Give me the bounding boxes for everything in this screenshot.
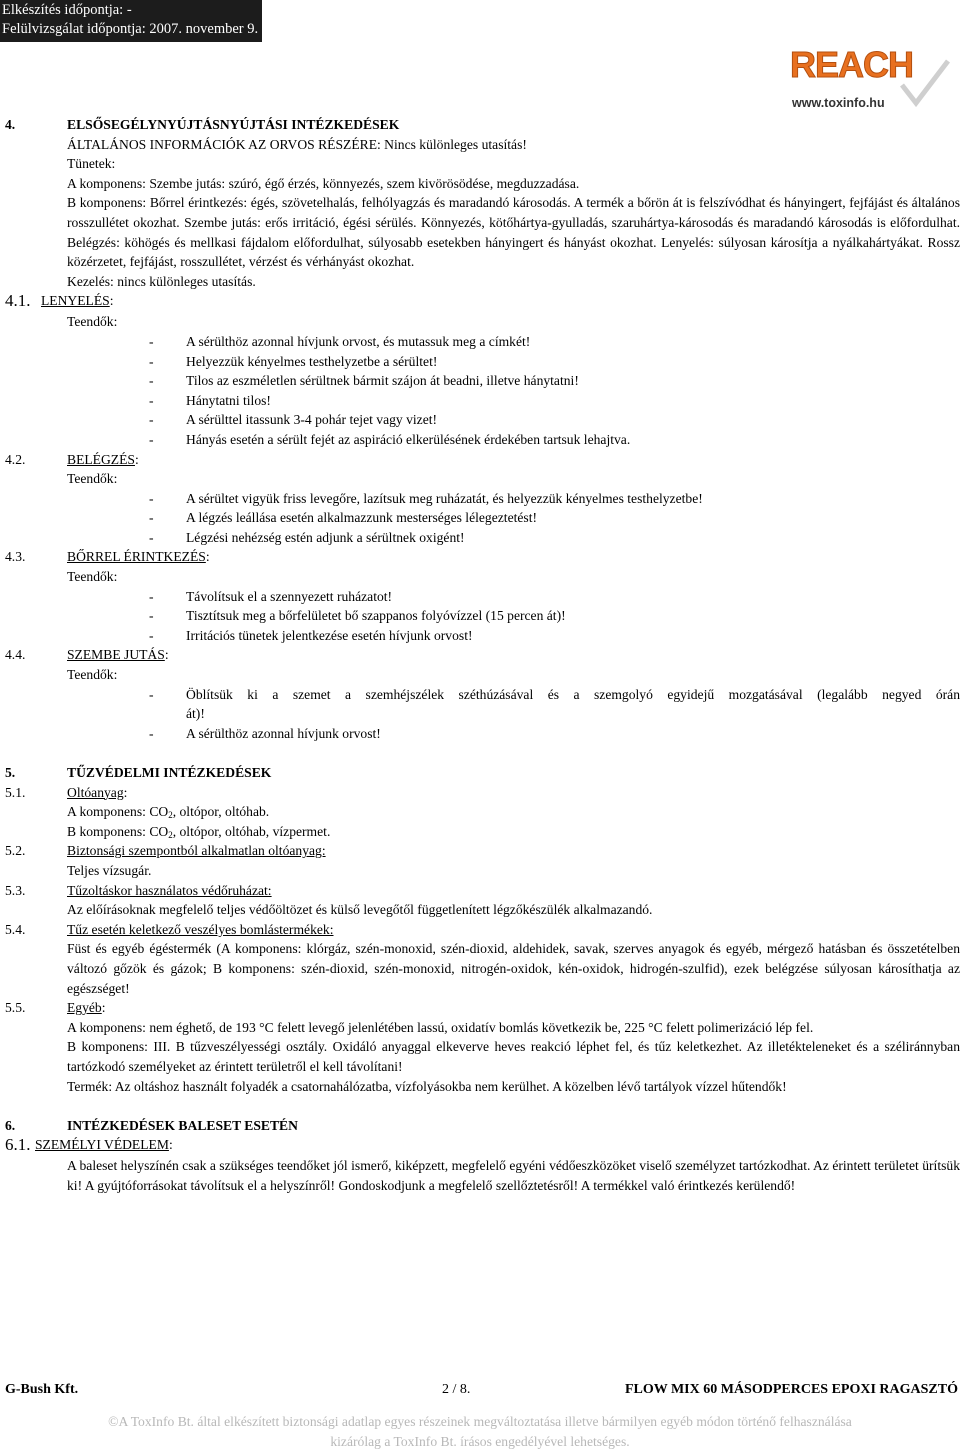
company-name: G-Bush Kft. <box>5 1382 79 1397</box>
bullet-dash: - <box>149 608 154 624</box>
section-4-heading: 4. ELSŐSEGÉLYNYÚJTÁSNYÚJTÁSI INTÉZKEDÉSEK <box>5 117 400 132</box>
list-item <box>0 626 960 646</box>
list-item <box>0 410 960 430</box>
logo-url: www.toxinfo.hu <box>792 96 885 110</box>
component-b-symptoms: B komponens: Bőrrel érintkezés: égés, szövetelhalás, felhólyagzás és maradandó károsodás. A termék a bőrön át is felszívódhat és hányingert, fejfájást és általános rosszullétet okozhat. Szembe jutás: erős irritáció, égési sérülés. Könnyezés, kötőhártya-gyulladás, szaruhártya-károsodás és maradandó károsodás is előfordulhat. Belégzés: köhögés és mellkasi fájdalom előfordulhat, súlyosabb esetekben hányingert és hányást okozhat. Lenyelés: súlyosan károsítja a nyálkahártyákat. Rossz közérzetet, fejfájást, rosszullétet, vérzést és vérhányást okozhat. <box>67 195 960 270</box>
list-item <box>0 391 960 411</box>
bullet-dash: - <box>149 431 154 447</box>
list-item-text: A sérültet vigyük friss levegőre, lazítsuk meg ruházatát, és helyezzük kényelmes testhelyzetbe! <box>186 490 703 506</box>
todo-label: Teendők: <box>67 314 118 330</box>
other-info-b: B komponens: III. B tűzveszélyességi osztály. Oxidáló anyaggal elkeverve heves reakció léphet fel, és tűz keletkezhet. Az illetékteleneket és a széliránnyban tartózkodó személyeket az érintett területről el kell távolítani! <box>67 1039 960 1074</box>
section-4-4-heading: 4.4. SZEMBE JUTÁS: <box>5 647 169 663</box>
protective-equipment: Az előírásoknak megfelelő teljes védőöltözet és külső levegőtől függetlenített légzőkészülék alkalmazandó. <box>67 902 653 918</box>
section-5-1-heading: 5.1. Oltóanyag: <box>5 784 128 800</box>
list-item-text: Tilos az eszméletlen sérültnek bármit szájon át beadni, illetve hánytatni! <box>186 373 579 389</box>
symptoms-label: Tünetek: <box>67 156 116 172</box>
other-info-product: Termék: Az oltáshoz használt folyadék a csatornahálózatba, vízfolyásokba nem kerülhet. A közelben lévő tartályok vízzel hűtendők! <box>67 1078 787 1094</box>
section-6-1-heading: 6.1. SZEMÉLYI VÉDELEM: <box>5 1135 173 1155</box>
bullet-dash: - <box>149 490 154 506</box>
list-item-text: Irritációs tünetek jelentkezése esetén hívjunk orvost! <box>186 627 473 643</box>
list-item-text: A légzés leállása esetén alkalmazzunk mesterséges lélegeztetést! <box>186 510 538 526</box>
section-4-1-heading: 4.1. LENYELÉS: <box>5 291 114 311</box>
creation-date: Elkészítés időpontja: - <box>2 2 132 18</box>
bullet-dash: - <box>149 392 154 408</box>
list-item-text: A sérülttel itassunk 3-4 pohár tejet vagy vizet! <box>186 412 438 428</box>
section-4-3-heading: 4.3. BŐRREL ÉRINTKEZÉS: <box>5 549 210 565</box>
list-item <box>0 528 960 548</box>
list-item-text: Helyezzük kényelmes testhelyzetbe a sérültet! <box>186 353 438 369</box>
list-item-text: Távolítsuk el a szennyezett ruházatot! <box>186 588 393 604</box>
section-5-3-heading: 5.3. Tűzoltáskor használatos védőruházat: <box>5 882 272 898</box>
inhalation-list <box>0 489 960 548</box>
section-5-5-heading: 5.5. Egyéb: <box>5 1000 106 1016</box>
list-item-text: Hánytatni tilos! <box>186 392 271 408</box>
document-header <box>0 0 262 42</box>
extinguisher-a: A komponens: $CO_2$, oltópor, oltóhab. <box>67 804 270 821</box>
list-item: - A sérülthöz azonnal hívjunk orvost! <box>149 725 381 741</box>
bullet-dash: - <box>149 588 154 604</box>
bullet-dash: - <box>149 529 154 545</box>
general-info: ÁLTALÁNOS INFORMÁCIÓK AZ ORVOS RÉSZÉRE: Nincs különleges utasítás! <box>67 136 527 152</box>
decomposition-products: Füst és egyéb égéstermék (A komponens: klórgáz, szén-monoxid, szén-dioxid, aldehidek, savak, szerves anyagok és egyéb, mérgező hatásban és összetételben változó gőzök és gázok; B komponens: szén-dioxid, szén-monoxid, nitrogén-oxidok, kén-oxidok, hidrogén-szulfid), ezek belégzése súlyosan károsíthatja az egészséget! <box>67 941 960 996</box>
personal-protection-text: A baleset helyszínén csak a szükséges teendőket jól ismerő, kiképzett, megfelelő egyéni védőeszközöket viselő személyzet tartózkodhat. Az érintett területet ürítsük ki! A gyújtóforrásokat távolítsuk el a helyszínről! Gondoskodjunk a megfelelő szellőztetésről! A termékkel való érintkezés kerülendő! <box>67 1158 960 1193</box>
copyright-notice: ©A ToxInfo Bt. által elkészített biztonsági adatlap egyes részeinek megváltoztatása illetve bármilyen egyéb módon történő felhasználása kizárólag a ToxInfo Bt. írásos engedélyével lehetséges. <box>108 1414 852 1449</box>
unsuitable-extinguisher: Teljes vízsugár. <box>67 862 152 878</box>
bullet-dash: - <box>149 373 154 389</box>
section-4-2-heading: 4.2. BELÉGZÉS: <box>5 451 139 467</box>
list-item <box>0 430 960 450</box>
todo-label: Teendők: <box>67 667 118 683</box>
other-info-a: A komponens: nem éghető, de 193 °C felett levegő jelenlétében lassú, oxidatív bomlás következik be, 225 °C felett polimerizáció lép fel. <box>67 1019 814 1035</box>
bullet-dash: - <box>149 627 154 643</box>
skin-contact-list <box>0 587 960 646</box>
list-item-text: A sérülthöz azonnal hívjunk orvost, és mutassuk meg a címkét! <box>186 333 531 349</box>
list-item-text: Légzési nehézség estén adjunk a sérültnek oxigént! <box>186 529 465 545</box>
list-item-text: Tisztítsuk meg a bőrfelületet bő szappanos folyóvízzel (15 percen át)! <box>186 608 566 624</box>
list-item <box>0 352 960 372</box>
bullet-dash: - <box>149 412 154 428</box>
list-item-text: Hányás esetén a sérült fejét az aspiráció elkerülésének érdekében tartsuk lehajtva. <box>186 431 631 447</box>
component-a-symptoms: A komponens: Szembe jutás: szúró, égő érzés, könnyezés, szem kivörösödése, megduzzadása. <box>67 175 580 191</box>
revision-date: Felülvizsgálat időpontja: 2007. november 9. <box>2 21 259 37</box>
document-body <box>0 115 960 1195</box>
list-item: - Öblítsük ki a szemet a szemhéjszélek széthúzásával és a szemgolyó egyidejű mozgatásával (legalább negyed órán <box>149 686 960 702</box>
ingestion-list <box>0 332 960 450</box>
list-item <box>0 606 960 626</box>
section-5-heading: 5. TŰZVÉDELMI INTÉZKEDÉSEK <box>5 765 272 780</box>
list-item <box>0 332 960 352</box>
section-6-heading: 6. INTÉZKEDÉSEK BALESET ESETÉN <box>5 1117 298 1133</box>
treatment-text: Kezelés: nincs különleges utasítás. <box>67 273 256 289</box>
todo-label: Teendők: <box>67 569 118 585</box>
product-name: FLOW MIX 60 MÁSODPERCES EPOXI RAGASZTÓ <box>624 1382 958 1397</box>
bullet-dash: - <box>149 353 154 369</box>
list-item <box>0 371 960 391</box>
bullet-dash: - <box>149 333 154 349</box>
bullet-dash: - <box>149 510 154 526</box>
todo-label: Teendők: <box>67 471 118 487</box>
check-icon <box>896 59 952 109</box>
logo-word: REACH <box>790 44 914 85</box>
list-item-continuation: át)! <box>186 706 205 722</box>
section-5-4-heading: 5.4. Tűz esetén keletkező veszélyes bomlástermékek: <box>5 921 334 937</box>
page-number: 2 / 8. <box>442 1382 471 1397</box>
list-item <box>0 587 960 607</box>
section-5-2-heading: 5.2. Biztonsági szempontból alkalmatlan oltóanyag: <box>5 843 326 859</box>
list-item <box>0 489 960 509</box>
extinguisher-b: B komponens: $CO_2$, oltópor, oltóhab, vízpermet. <box>67 823 331 840</box>
reach-logo <box>786 44 950 115</box>
list-item <box>0 508 960 528</box>
